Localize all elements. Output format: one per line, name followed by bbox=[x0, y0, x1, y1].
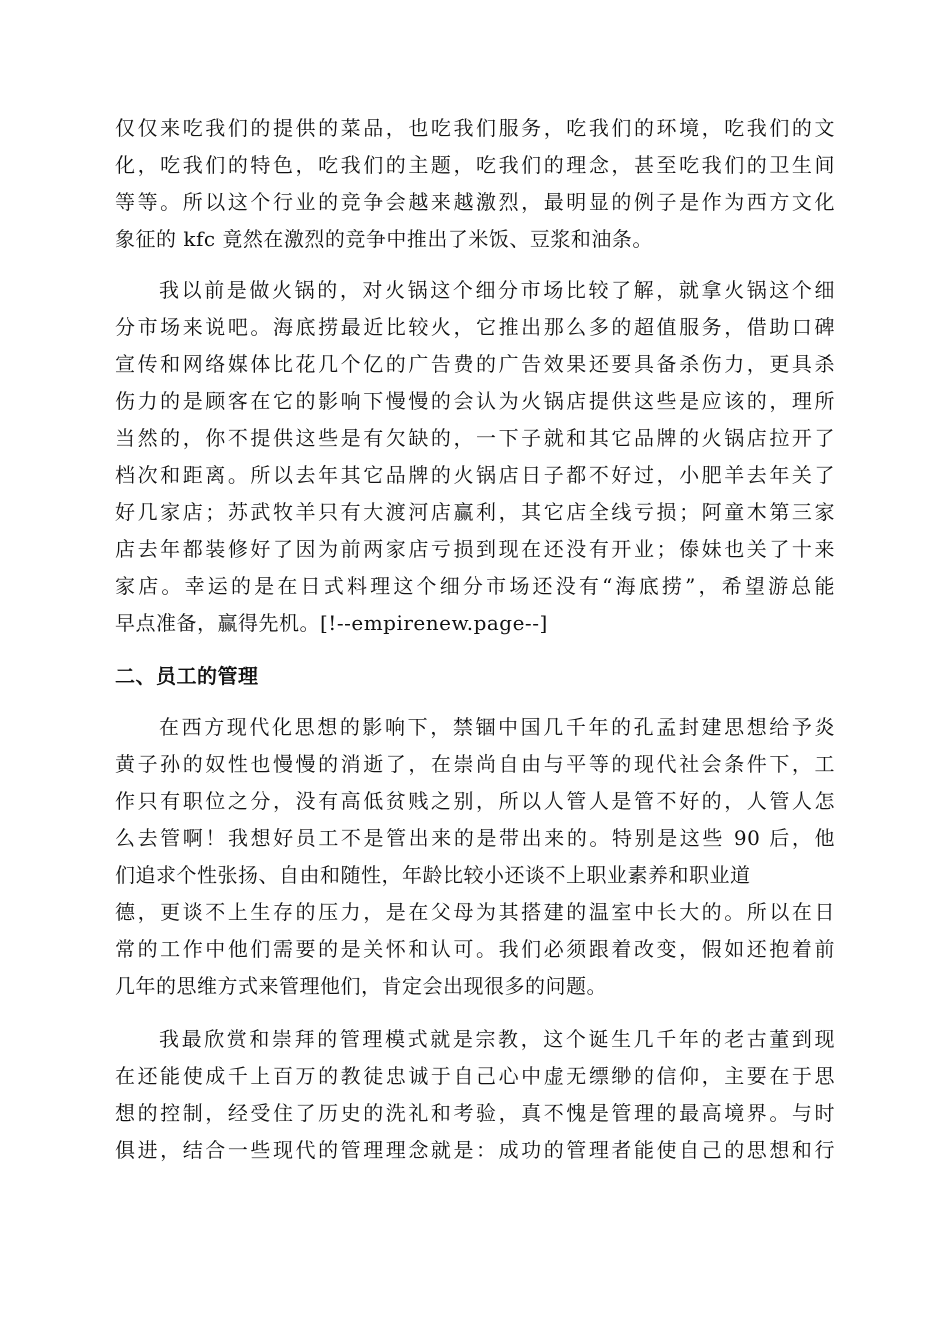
paragraph-4 bbox=[115, 1021, 835, 1169]
text-line: 档次和距离。所以去年其它品牌的火锅店日子都不好过，小肥羊去年关了 bbox=[115, 463, 835, 487]
text-line: 店去年都装修好了因为前两家店亏损到现在还没有开业；傣妹也关了十来 bbox=[115, 537, 835, 561]
text-line: 我以前是做火锅的，对火锅这个细分市场比较了解，就拿火锅这个细 bbox=[159, 278, 835, 302]
text-line: 德，更谈不上生存的压力，是在父母为其搭建的温室中长大的。所以在日 bbox=[115, 900, 835, 924]
text-line: 想的控制，经受住了历史的洗礼和考验，真不愧是管理的最高境界。与时 bbox=[115, 1101, 835, 1125]
paragraph-1 bbox=[115, 110, 835, 258]
text-line: 们追求个性张扬、自由和随性，年龄比较小还谈不上职业素养和职业道 bbox=[115, 863, 751, 887]
text-line: 化，吃我们的特色，吃我们的主题，吃我们的理念，甚至吃我们的卫生间 bbox=[115, 153, 835, 177]
text-line: 几年的思维方式来管理他们，肯定会出现很多的问题。 bbox=[115, 974, 607, 998]
paragraph-spacer bbox=[115, 642, 835, 656]
text-line: 伤力的是顾客在它的影响下慢慢的会认为火锅店提供这些是应该的，理所 bbox=[115, 389, 835, 413]
text-line: 俱进，结合一些现代的管理理念就是：成功的管理者能使自己的思想和行 bbox=[115, 1138, 835, 1162]
text-line: 在还能使成千上百万的教徒忠诚于自己心中虚无缥缈的信仰，主要在于思 bbox=[115, 1064, 835, 1088]
text-line: 在西方现代化思想的影响下，禁锢中国几千年的孔孟封建思想给予炎 bbox=[159, 715, 835, 739]
text-line: 早点准备，赢得先机。[!--empirenew.page--] bbox=[115, 611, 548, 635]
text-line: 仅仅来吃我们的提供的菜品，也吃我们服务，吃我们的环境，吃我们的文 bbox=[115, 116, 835, 140]
text-line: 么去管啊！我想好员工不是管出来的是带出来的。特别是这些 90 后，他 bbox=[115, 826, 835, 850]
section-heading: 二、员工的管理 bbox=[115, 664, 259, 688]
text-line: 象征的 kfc 竟然在激烈的竞争中推出了米饭、豆浆和油条。 bbox=[115, 227, 653, 251]
text-line: 我最欣赏和崇拜的管理模式就是宗教，这个诞生几千年的老古董到现 bbox=[159, 1027, 835, 1051]
text-line: 常的工作中他们需要的是关怀和认可。我们必须跟着改变，假如还抱着前 bbox=[115, 937, 835, 961]
text-line: 当然的，你不提供这些是有欠缺的，一下子就和其它品牌的火锅店拉开了 bbox=[115, 426, 835, 450]
text-line: 家店。幸运的是在日式料理这个细分市场还没有“海底捞”，希望游总能 bbox=[115, 574, 835, 598]
text-line: 等等。所以这个行业的竞争会越来越激烈，最明显的例子是作为西方文化 bbox=[115, 190, 835, 214]
paragraph-3 bbox=[115, 709, 835, 1005]
paragraph-spacer bbox=[115, 1005, 835, 1021]
text-line: 宣传和网络媒体比花几个亿的广告费的广告效果还要具备杀伤力，更具杀 bbox=[115, 352, 835, 376]
text-line: 作只有职位之分，没有高低贫贱之别，所以人管人是管不好的，人管人怎 bbox=[115, 789, 835, 813]
text-line: 好几家店；苏武牧羊只有大渡河店赢利，其它店全线亏损；阿童木第三家 bbox=[115, 500, 835, 524]
text-line: 黄子孙的奴性也慢慢的消逝了，在崇尚自由与平等的现代社会条件下，工 bbox=[115, 752, 835, 776]
text-line: 分市场来说吧。海底捞最近比较火，它推出那么多的超值服务，借助口碑 bbox=[115, 315, 835, 339]
paragraph-2 bbox=[115, 272, 835, 642]
document-body bbox=[115, 110, 835, 1169]
paragraph-spacer bbox=[115, 258, 835, 272]
